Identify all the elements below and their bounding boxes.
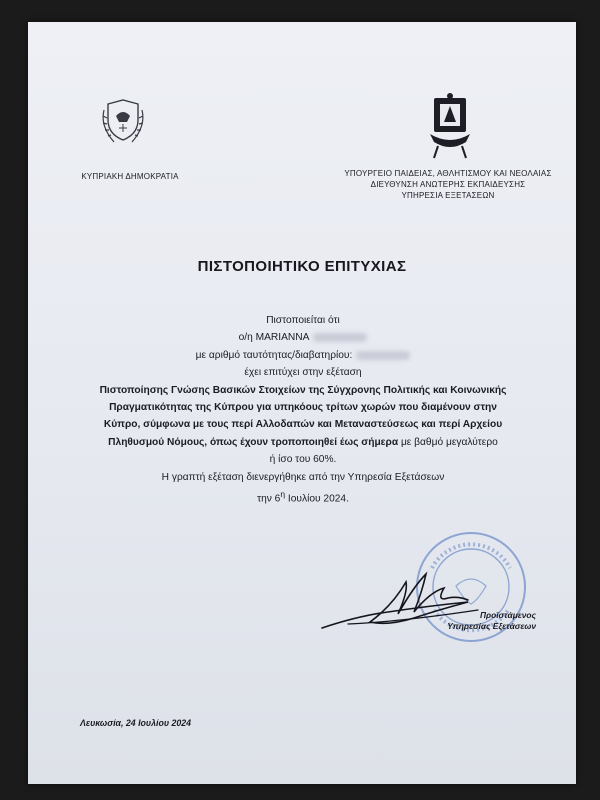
date-prefix: την 6 bbox=[257, 493, 281, 505]
date-superscript: η bbox=[280, 489, 286, 500]
exam-line-4-bold: Πληθυσμού Νόμους, όπως έχουν τροποποιηθεί έως σήμερα bbox=[108, 436, 399, 448]
exam-line-2: Πραγματικότητας της Κύπρου για υπηκόους τρίτων χωρών που διαμένουν στην bbox=[109, 402, 497, 414]
place-and-date: Λευκωσία, 24 Ιουλίου 2024 bbox=[80, 718, 192, 728]
exam-line-4-rest: με βαθμό μεγαλύτερο bbox=[400, 436, 498, 448]
directorate-name: ΔΙΕΥΘΥΝΣΗ ΑΝΩΤΕΡΗΣ ΕΚΠΑΙΔΕΥΣΗΣ bbox=[370, 180, 526, 189]
id-line bbox=[68, 347, 538, 364]
date-suffix: Ιουλίου 2024. bbox=[287, 493, 349, 505]
redacted-id bbox=[356, 351, 410, 360]
passed-line: έχει επιτύχει στην εξέταση bbox=[244, 367, 362, 379]
certificate-body bbox=[68, 312, 538, 508]
conducted-line: Η γραπτή εξέταση διενεργήθηκε από την Υπηρεσία Εξετάσεων bbox=[161, 471, 445, 483]
signer-role: Προϊστάμενος bbox=[480, 610, 536, 620]
exam-line-1: Πιστοποίησης Γνώσης Βασικών Στοιχείων της Σύγχρονης Πολιτικής και Κοινωνικής bbox=[99, 384, 507, 396]
signer-office: Υπηρεσίας Εξετάσεων bbox=[447, 621, 536, 631]
signer-block bbox=[386, 610, 536, 632]
ministry-emblem-icon bbox=[426, 90, 474, 162]
service-name: ΥΠΗΡΕΣΙΑ ΕΞΕΤΑΣΕΩΝ bbox=[401, 191, 495, 200]
redacted-surname bbox=[313, 333, 367, 342]
cyprus-emblem-icon bbox=[98, 90, 148, 150]
grade-line: ή ίσο του 60%. bbox=[269, 454, 337, 466]
left-organization-name: ΚΥΠΡΙΑΚΗ ΔΗΜΟΚΡΑΤΙΑ bbox=[81, 172, 179, 181]
certificate-page bbox=[28, 22, 576, 784]
name-prefix: ο/η bbox=[238, 332, 253, 344]
id-label: με αριθμό ταυτότητας/διαβατηρίου: bbox=[195, 349, 353, 361]
candidate-name: MARIANNA bbox=[255, 332, 310, 344]
certified-line: Πιστοποιείται ότι bbox=[266, 315, 340, 326]
ministry-name: ΥΠΟΥΡΓΕΙΟ ΠΑΙΔΕΙΑΣ, ΑΘΛΗΤΙΣΜΟΥ ΚΑΙ ΝΕΟΛΑΙΑΣ bbox=[344, 169, 552, 178]
exam-date-line bbox=[68, 486, 538, 508]
right-organization-block bbox=[328, 168, 568, 201]
exam-line-4 bbox=[68, 434, 538, 451]
certificate-title: ΠΙΣΤΟΠΟΙΗΤΙΚΟ ΕΠΙΤΥΧΙΑΣ bbox=[197, 258, 407, 275]
exam-line-3: Κύπρο, σύμφωνα με τους περί Αλλοδαπών και Μεταναστεύσεως και περί Αρχείου bbox=[103, 419, 503, 431]
name-line bbox=[68, 329, 538, 346]
